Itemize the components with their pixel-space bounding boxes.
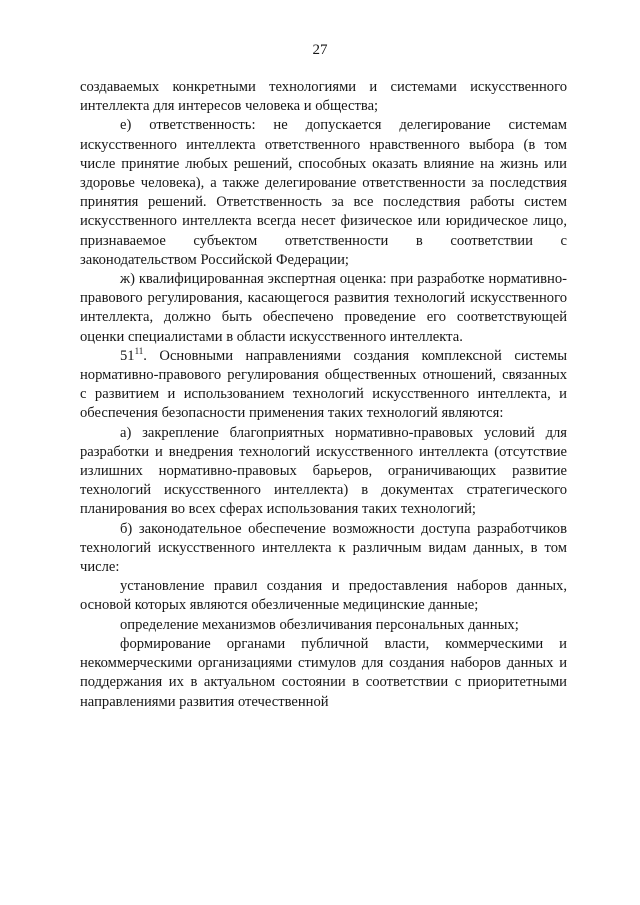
paragraph-item-zh-expert-assessment: ж) квалифицированная экспертная оценка: при разработке нормативно-правового регулирования, касающегося развития технологий искусственного интеллекта, должно быть обеспечено проведение его соответствующей оценки специалистами в области искусственного интеллекта.: [80, 271, 567, 345]
paragraph-incentives: формирование органами публичной власти, коммерческими и некоммерческими организациями стимулов для создания наборов данных и поддержания их в актуальном состоянии в соответствии с приоритетными направлениями развития отечественной: [80, 635, 567, 710]
paragraph-medical-datasets: установление правил создания и предоставления наборов данных, основой которых являются обезличенные медицинские данные;: [80, 578, 567, 614]
paragraph-continuation: создаваемых конкретными технологиями и системами искусственного интеллекта для интересов человека и общества;: [80, 79, 567, 115]
page-number: 27: [312, 42, 328, 58]
section-number: 51: [120, 347, 135, 364]
document-body: [80, 78, 567, 712]
section-number-superscript: 11: [134, 345, 144, 356]
paragraph-anonymization: определение механизмов обезличивания персональных данных;: [120, 616, 519, 633]
paragraph-item-b-data-access: б) законодательное обеспечение возможности доступа разработчиков технологий искусственного интеллекта к различным видам данных, в том числе:: [80, 520, 567, 576]
paragraph-section-51: [80, 347, 567, 424]
paragraph-item-a-favorable-conditions: а) закрепление благоприятных нормативно-правовых условий для разработки и внедрения технологий искусственного интеллекта (отсутствие излишних нормативно-правовых барьеров, ограничивающих развитие технологий искусственного интеллекта) в документах стратегического планирования во всех сферах использования таких технологий;: [80, 424, 567, 518]
paragraph-item-e-responsibility: е) ответственность: не допускается делегирование системам искусственного интеллекта ответственного нравственного выбора (в том числе принятие любых решений, способных оказать влияние на жизнь или здоровье человека), а также делегирование ответственности за последствия принятия решений. Ответственность за все последствия работы систем искусственного интеллекта всегда несет физическое или юридическое лицо, признаваемое субъектом ответственности в соответствии с законодательством Российской Федерации;: [80, 117, 567, 268]
section-text: . Основными направлениями создания комплексной системы нормативно-правового регулирования общественных отношений, связанных с развитием и использованием технологий искусственного интеллекта, и обеспечения безопасности применения таких технологий являются:: [80, 347, 567, 422]
